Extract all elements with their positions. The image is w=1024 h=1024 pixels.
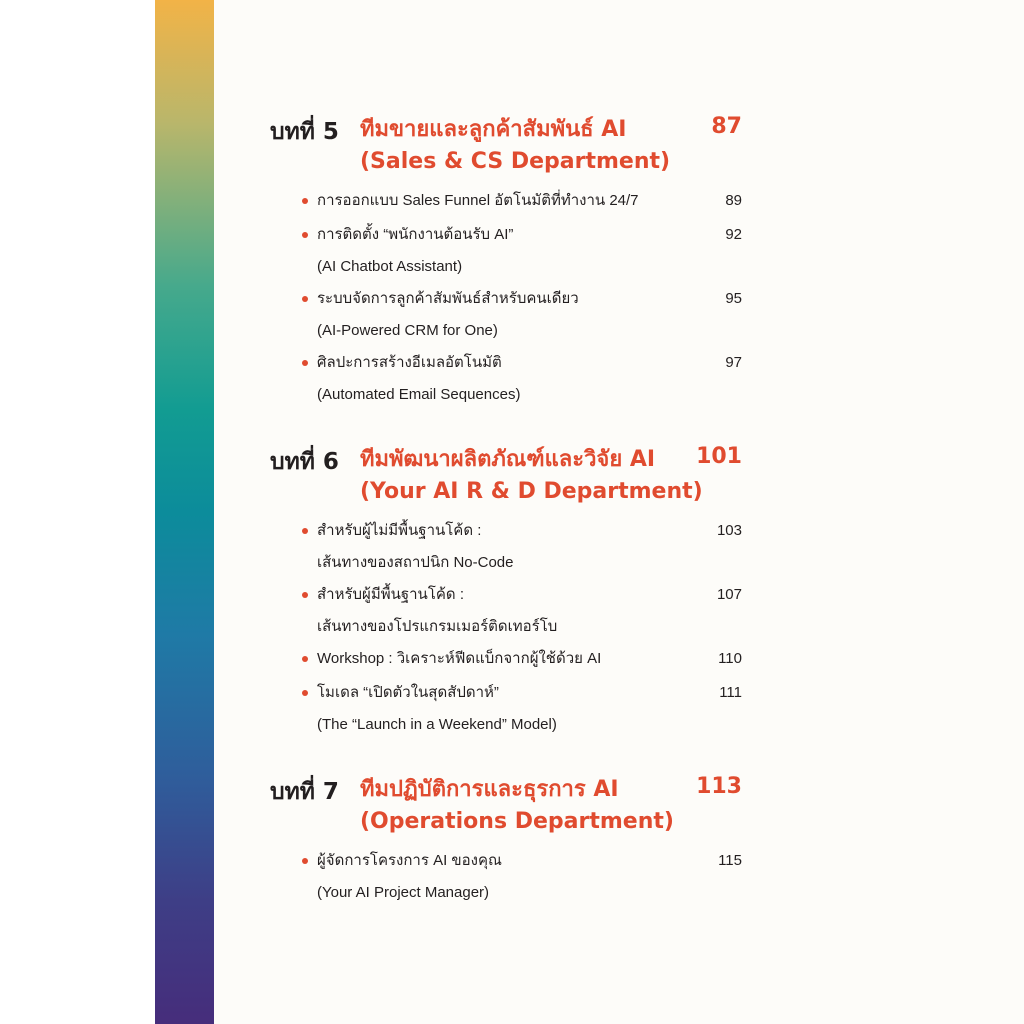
bullet-icon — [302, 528, 308, 534]
chapter-title-english: (Sales & CS Department) — [360, 149, 671, 174]
bullet-icon — [302, 360, 308, 366]
item-title: สำหรับผู้มีพื้นฐานโค้ด : — [317, 586, 464, 603]
item-page-number: 95 — [725, 290, 742, 307]
toc-item — [270, 224, 750, 278]
item-title: ผู้จัดการโครงการ AI ของคุณ — [317, 852, 502, 869]
chapter-title-english: (Operations Department) — [360, 809, 674, 834]
chapter-heading — [270, 114, 750, 182]
chapter-title — [360, 114, 670, 178]
chapter-heading — [270, 444, 750, 512]
toc-item — [270, 648, 750, 672]
gradient-side-bar — [155, 0, 214, 1024]
bullet-icon — [302, 592, 308, 598]
bullet-icon — [302, 656, 308, 662]
bullet-icon — [302, 296, 308, 302]
item-page-number: 103 — [716, 522, 742, 539]
chapter-title-english: (Your AI R & D Department) — [360, 479, 703, 504]
bullet-icon — [302, 198, 308, 204]
bullet-icon — [302, 690, 308, 696]
bullet-icon — [302, 232, 308, 238]
chapter-title-thai: ทีมขายและลูกค้าสัมพันธ์ AI — [360, 117, 627, 142]
toc-item — [270, 584, 750, 638]
item-title: ศิลปะการสร้างอีเมลอัตโนมัติ — [317, 354, 502, 371]
chapter-heading — [270, 774, 750, 842]
item-page-number: 107 — [716, 586, 742, 603]
item-subtitle: เส้นทางของโปรแกรมเมอร์ติดเทอร์โบ — [317, 618, 558, 635]
toc-item — [270, 682, 750, 736]
chapter-items — [270, 850, 750, 904]
toc-item — [270, 190, 750, 214]
chapter-title — [360, 774, 674, 838]
item-page-number: 110 — [718, 650, 742, 667]
chapter-title-thai: ทีมพัฒนาผลิตภัณฑ์และวิจัย AI — [360, 447, 656, 472]
chapter-7 — [270, 774, 750, 914]
chapter-number: บทที่ 5 — [270, 119, 339, 145]
item-page-number: 115 — [718, 852, 742, 869]
chapter-6 — [270, 444, 750, 746]
item-subtitle: (Your AI Project Manager) — [317, 884, 490, 901]
toc-item — [270, 850, 750, 904]
chapter-title — [360, 444, 703, 508]
chapter-page-number: 113 — [696, 774, 742, 799]
chapter-page-number: 101 — [696, 444, 742, 469]
item-title: โมเดล “เปิดตัวในสุดสัปดาห์” — [317, 684, 499, 701]
item-subtitle: (Automated Email Sequences) — [317, 386, 521, 403]
item-title: การติดตั้ง “พนักงานต้อนรับ AI” — [317, 226, 514, 243]
toc-item — [270, 352, 750, 406]
chapter-number: บทที่ 7 — [270, 779, 339, 805]
item-page-number: 111 — [719, 684, 742, 701]
toc-item — [270, 288, 750, 342]
chapter-title-thai: ทีมปฏิบัติการและธุรการ AI — [360, 777, 619, 802]
chapter-page-number: 87 — [711, 114, 742, 139]
item-title: การออกแบบ Sales Funnel อัตโนมัติที่ทำงาน 24/7 — [317, 192, 639, 209]
item-page-number: 92 — [725, 226, 742, 243]
item-page-number: 89 — [725, 192, 742, 209]
item-title: ระบบจัดการลูกค้าสัมพันธ์สำหรับคนเดียว — [317, 290, 579, 307]
toc-item — [270, 520, 750, 574]
item-subtitle: (AI-Powered CRM for One) — [317, 322, 498, 339]
item-page-number: 97 — [725, 354, 742, 371]
chapter-items — [270, 190, 750, 406]
item-subtitle: (The “Launch in a Weekend” Model) — [317, 716, 557, 733]
item-subtitle: เส้นทางของสถาปนิก No-Code — [317, 554, 514, 571]
item-title: Workshop : วิเคราะห์ฟีดแบ็กจากผู้ใช้ด้วย AI — [317, 650, 602, 667]
chapter-5 — [270, 114, 750, 416]
item-subtitle: (AI Chatbot Assistant) — [317, 258, 463, 275]
chapter-number: บทที่ 6 — [270, 449, 339, 475]
item-title: สำหรับผู้ไม่มีพื้นฐานโค้ด : — [317, 522, 482, 539]
page-margin — [0, 0, 155, 1024]
bullet-icon — [302, 858, 308, 864]
chapter-items — [270, 520, 750, 736]
